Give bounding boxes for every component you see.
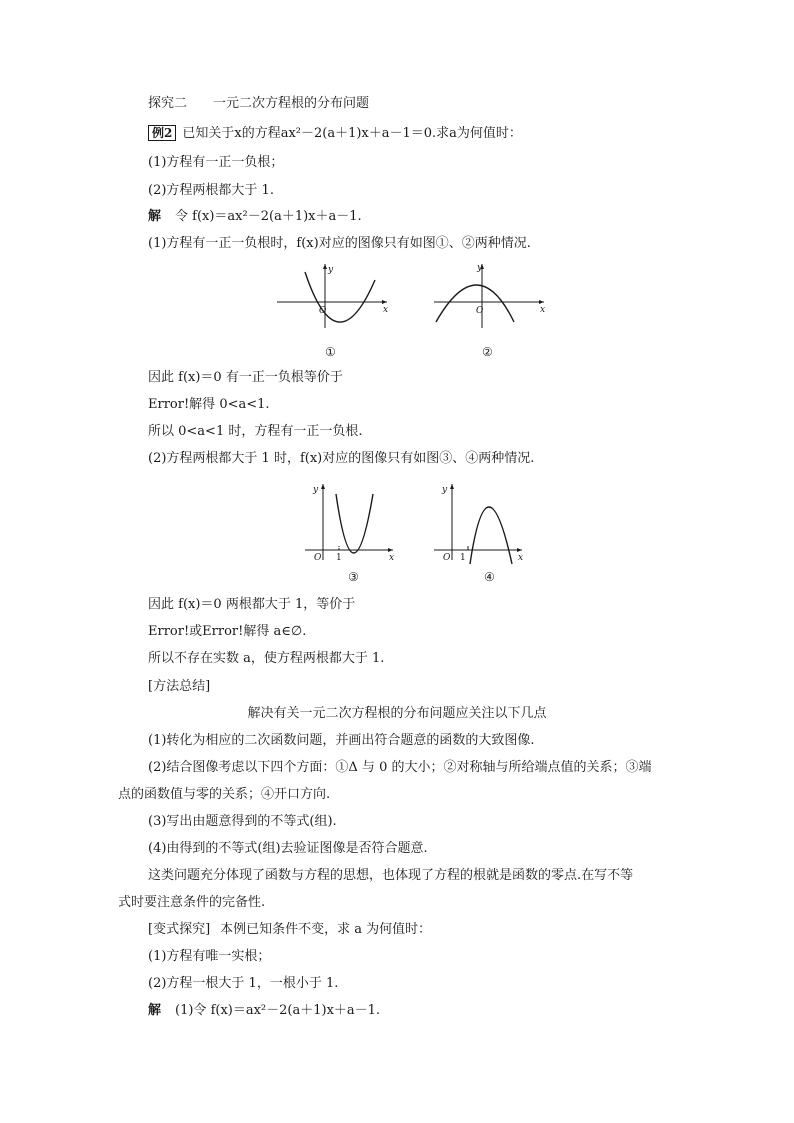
method-summary-b: 式时要注意条件的完备性. bbox=[118, 895, 266, 910]
solution-setup-text: 令 f(x)＝ax²－2(a＋1)x＋a－1. bbox=[175, 209, 362, 224]
variant-q1: (1)方程有唯一实根； bbox=[148, 949, 271, 964]
part1-intro: (1)方程有一正一负根时，f(x)对应的图像只有如图①、②两种情况. bbox=[148, 236, 531, 251]
fig2-x-label: x bbox=[540, 305, 546, 315]
fig4-x-label: x bbox=[518, 553, 524, 563]
variant-solution-setup: (1)令 f(x)＝ax²－2(a＋1)x＋a－1. bbox=[175, 1003, 381, 1018]
fig3-y-label: y bbox=[313, 485, 319, 495]
part2-conclusion: 所以不存在实数 a，使方程两根都大于 1. bbox=[148, 651, 385, 666]
method-item-2b: 点的函数值与零的关系；④开口方向. bbox=[118, 787, 331, 802]
section-label: 探究二 bbox=[148, 96, 188, 111]
variant-header: [变式探究] bbox=[148, 922, 211, 937]
fig1-y-label: y bbox=[328, 265, 334, 275]
part2-error-line: Error!或Error!解得 a∈∅. bbox=[148, 624, 307, 639]
figure-2-caption: ② bbox=[482, 345, 493, 359]
part1-equivalence: 因此 f(x)＝0 有一正一负根等价于 bbox=[148, 370, 343, 385]
figure-3-graph bbox=[303, 480, 398, 565]
part1-conclusion: 所以 0<a<1 时，方程有一正一负根. bbox=[148, 424, 363, 439]
fig1-x-label: x bbox=[383, 305, 389, 315]
part2-intro: (2)方程两根都大于 1 时，f(x)对应的图像只有如图③、④两种情况. bbox=[148, 451, 535, 466]
figure-1-caption: ① bbox=[325, 345, 336, 359]
figure-4-graph bbox=[432, 480, 527, 565]
fig2-origin-label: O bbox=[476, 306, 484, 316]
variant-solution-label: 解 bbox=[148, 1003, 162, 1018]
fig1-origin-label: O bbox=[319, 306, 327, 316]
fig4-one-label: 1 bbox=[460, 553, 466, 563]
fig3-x-label: x bbox=[389, 553, 395, 563]
example-q2: (2)方程两根都大于 1. bbox=[148, 183, 274, 198]
method-item-1: (1)转化为相应的二次函数问题，并画出符合题意的函数的大致图像. bbox=[148, 733, 535, 748]
method-item-2a: (2)结合图像考虑以下四个方面：①Δ 与 0 的大小；②对称轴与所给端点值的关系；③端 bbox=[148, 760, 652, 775]
part2-equivalence: 因此 f(x)＝0 两根都大于 1，等价于 bbox=[148, 597, 356, 612]
method-summary-a: 这类问题充分体现了函数与方程的思想，也体现了方程的根就是函数的零点.在写不等 bbox=[148, 868, 634, 883]
variant-text: 本例已知条件不变，求 a 为何值时： bbox=[220, 922, 432, 937]
fig2-y-label: y bbox=[477, 263, 483, 273]
example-badge: 例2 bbox=[148, 125, 176, 141]
example-question bbox=[148, 125, 522, 142]
example-q1: (1)方程有一正一负根； bbox=[148, 155, 284, 170]
method-header: [方法总结] bbox=[148, 679, 211, 694]
section-title: 一元二次方程根的分布问题 bbox=[213, 96, 370, 111]
variant-heading bbox=[148, 922, 431, 938]
fig4-origin-label: O bbox=[443, 553, 451, 563]
method-title: 解决有关一元二次方程根的分布问题应关注以下几点 bbox=[247, 706, 547, 721]
method-item-3: (3)写出由题意得到的不等式(组). bbox=[148, 814, 337, 829]
method-item-4: (4)由得到的不等式(组)去验证图像是否符合题意. bbox=[148, 841, 428, 856]
figure-4-caption: ④ bbox=[484, 570, 495, 584]
example-question-text: 已知关于x的方程ax²－2(a＋1)x＋a－1＝0.求a为何值时： bbox=[182, 126, 522, 141]
part1-error-line: Error!解得 0<a<1. bbox=[148, 397, 270, 412]
figure-3-caption: ③ bbox=[348, 570, 359, 584]
figure-1-graph bbox=[275, 260, 395, 330]
solution-label: 解 bbox=[148, 209, 162, 224]
solution-setup bbox=[148, 209, 362, 225]
fig4-y-label: y bbox=[442, 485, 448, 495]
figure-2-graph bbox=[432, 260, 552, 330]
variant-q2: (2)方程一根大于 1，一根小于 1. bbox=[148, 976, 339, 991]
fig3-one-label: 1 bbox=[336, 553, 342, 563]
fig3-origin-label: O bbox=[314, 553, 322, 563]
variant-solution bbox=[148, 1003, 380, 1019]
section-heading bbox=[148, 96, 369, 112]
